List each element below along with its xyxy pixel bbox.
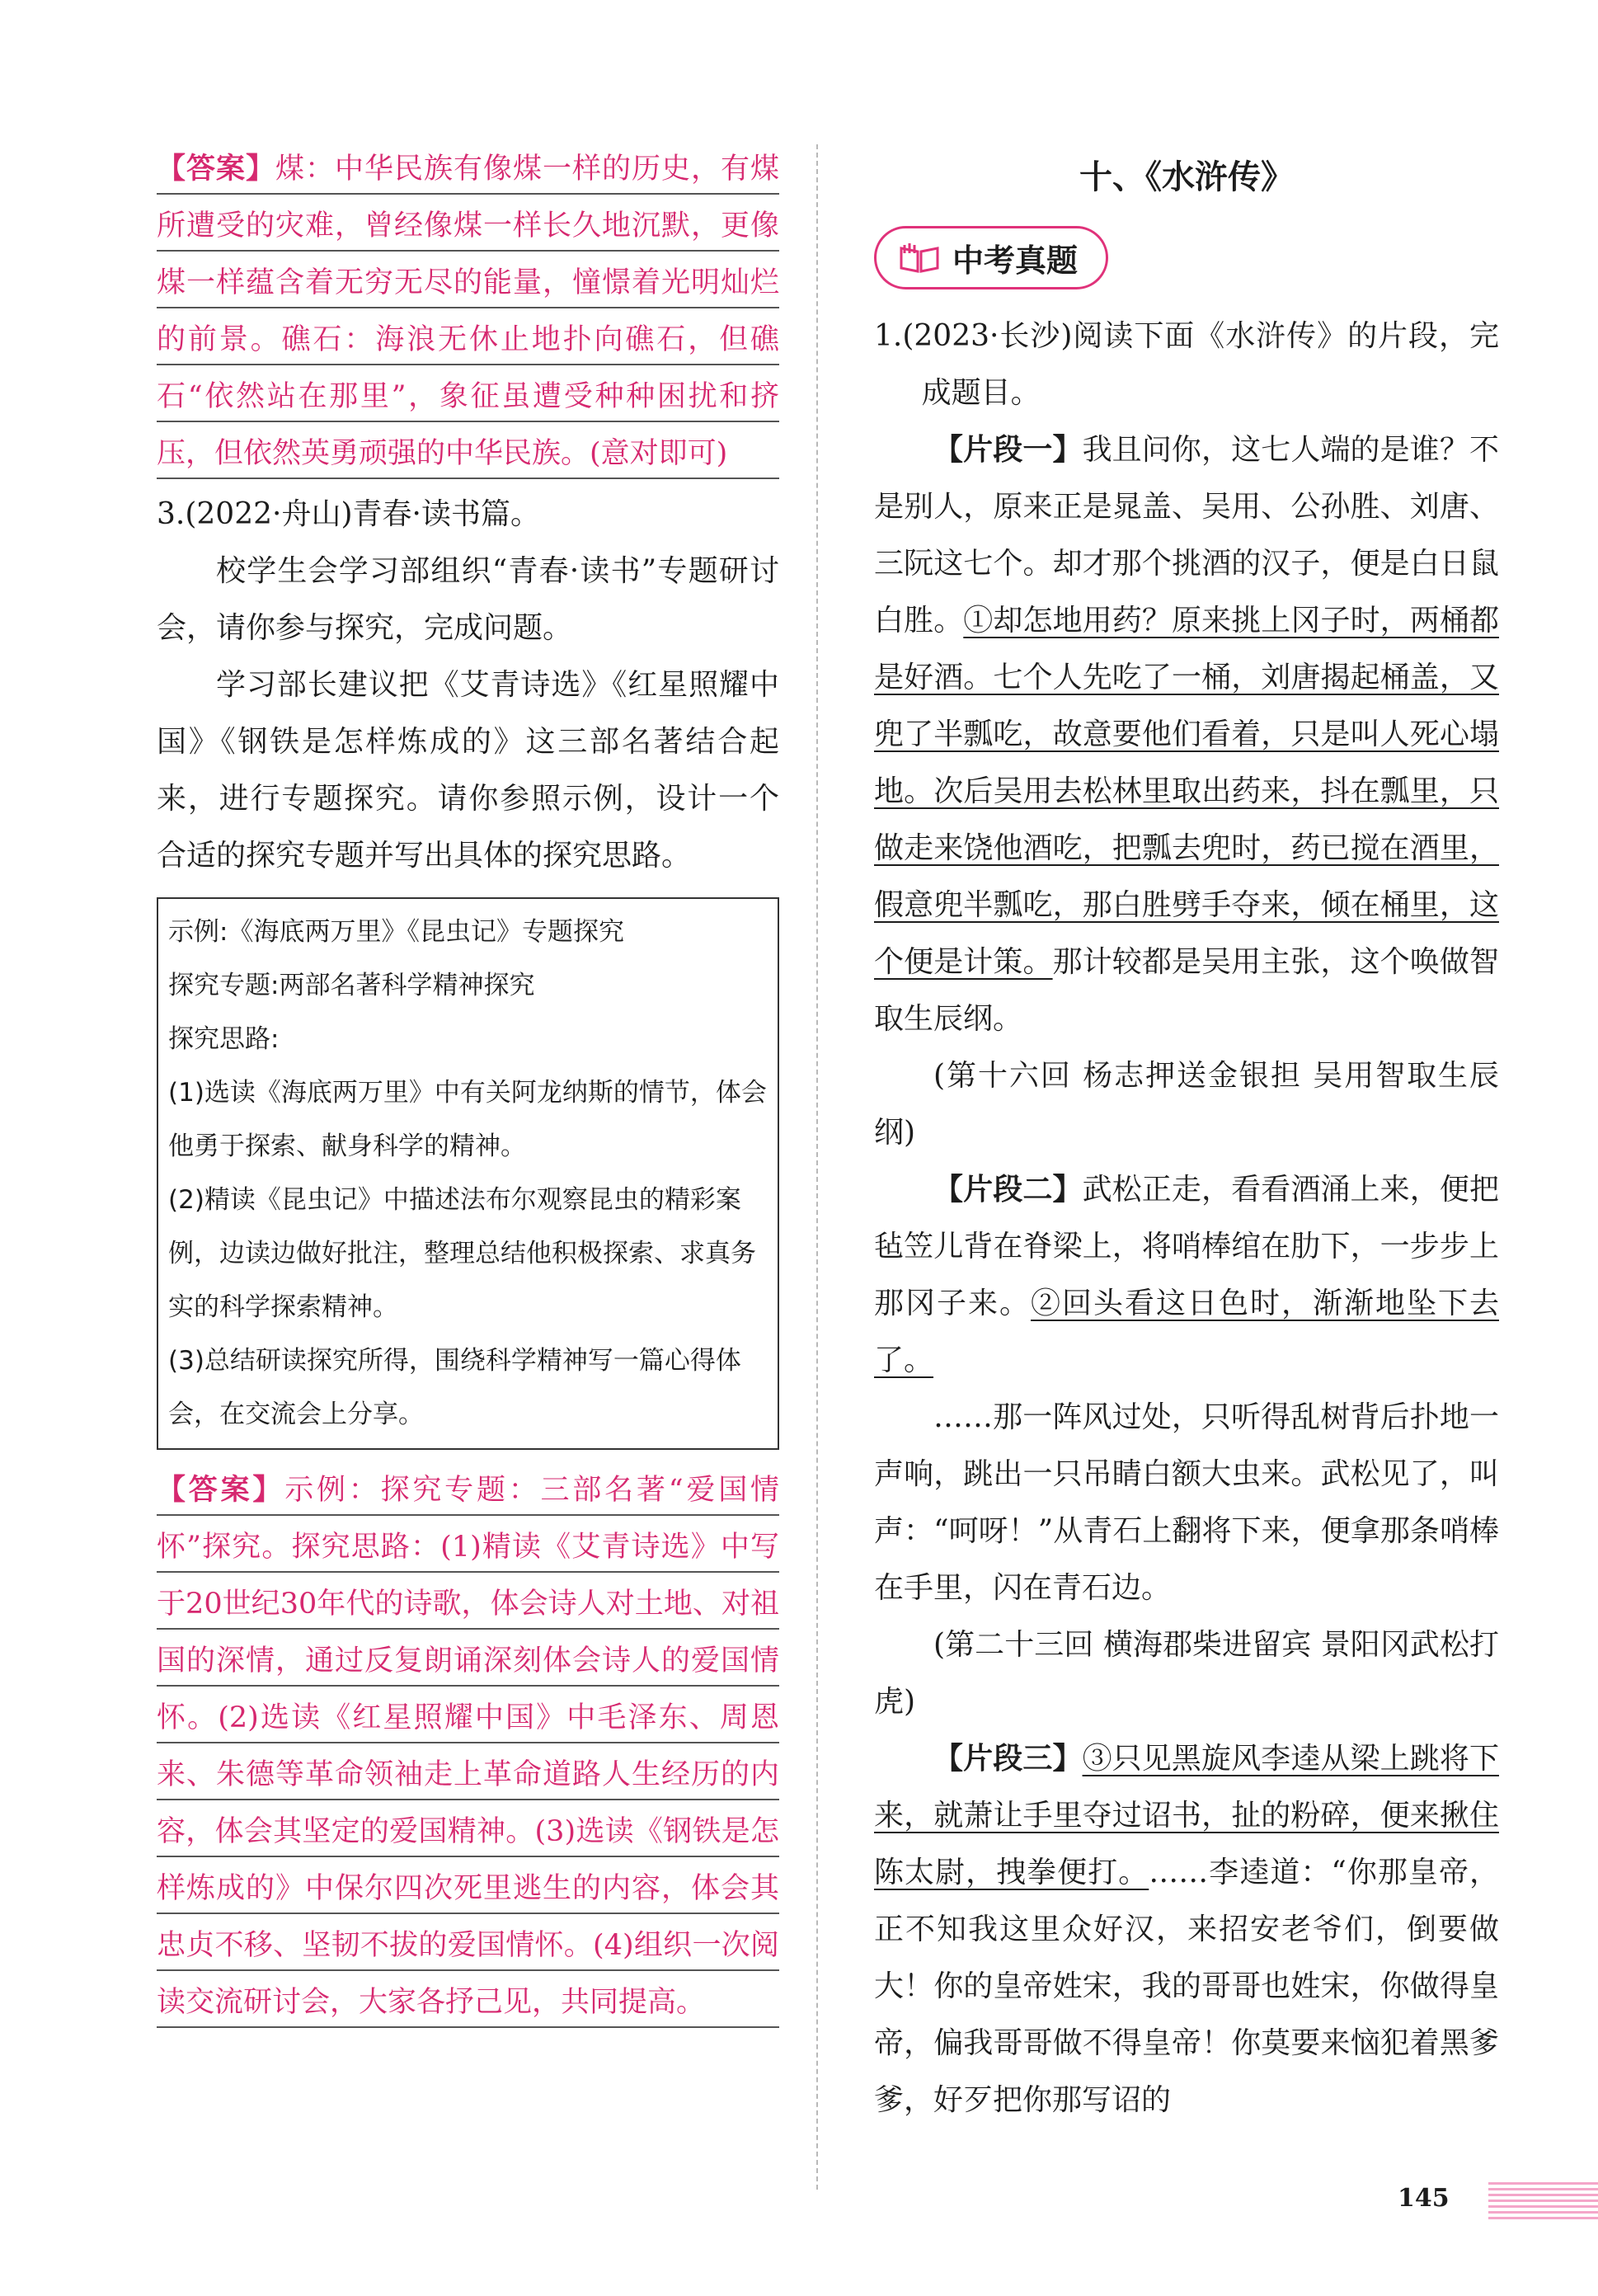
fragment-1-source: (第十六回 杨志押送金银担 吴用智取生辰纲) xyxy=(874,1059,1499,1150)
column-divider xyxy=(816,144,818,2190)
page-number: 145 xyxy=(1398,2184,1450,2213)
answer-text: 示例：探究专题：三部名著“爱国情怀”探究。探究思路：(1)精读《艾青诗选》中写于20世纪30年代的诗歌，体会诗人对土地、对祖国的深情，通过反复朗诵深刻体会诗人的爱国情怀。(2)选读《红星照耀中国》中毛泽东、周恩来、朱德等革命领袖走上革命道路人生经历的内容，体会其坚定的爱国精神。(3)选读《钢铁是怎样炼成的》中保尔四次死里逃生的内容，体会其忠贞不移、坚韧不拔的爱国情怀。(4)组织一次阅读交流研讨会，大家各抒己见，共同提高。 xyxy=(157,1474,779,2019)
fragment-text: 我且问你，这七人端的是谁？不是别人，原来正是晁盖、吴用、公孙胜、刘唐、三阮这七个。却才那个挑酒的汉子，便是白日鼠白胜。 xyxy=(874,433,1499,638)
section-title: 十、《水浒传》 xyxy=(1079,158,1294,196)
example-line: (3)总结研读探究所得，围绕科学精神写一篇心得体会，在交流会上分享。 xyxy=(168,1346,741,1429)
badge-label: 中考真题 xyxy=(952,242,1079,279)
decorative-stripe xyxy=(1488,2182,1598,2220)
fragment-1 xyxy=(874,421,1499,1047)
exam-badge xyxy=(874,226,1108,289)
underlined-sentence-2: ②回头看这日色时，渐渐地坠下去了。 xyxy=(874,1287,1499,1377)
question-3-paragraph-1: 校学生会学习部组织“青春·读书”专题研讨会，请你参与探究，完成问题。 xyxy=(157,554,779,645)
fragment-2-continued: ……那一阵风过处，只听得乱树背后扑地一声响，跳出一只吊睛白额大虫来。武松见了，叫声：“呵呀！”从青石上翻将下来，便拿那条哨棒在手里，闪在青石边。 xyxy=(874,1400,1499,1605)
example-line: 示例:《海底两万里》《昆虫记》专题探究 xyxy=(168,917,624,947)
fragment-tag: 【片段一】 xyxy=(933,432,1083,467)
fragment-text: ……李逵道：“你那皇帝，正不知我这里众好汉，来招安老爷们，倒要做大！你的皇帝姓宋，我的哥哥也姓宋，你做得皇帝，偏我哥哥做不得皇帝！你莫要来恼犯着黑爹爹，好歹把你那写诏的 xyxy=(874,1856,1499,2117)
fragment-tag: 【片段三】 xyxy=(933,1741,1083,1776)
fragment-3 xyxy=(874,1730,1499,2129)
example-line: 探究思路: xyxy=(168,1024,280,1054)
answer-tag: 【答案】 xyxy=(157,152,275,186)
answer-tag: 【答案】 xyxy=(157,1473,285,1507)
question-3-paragraph-2: 学习部长建议把《艾青诗选》《红星照耀中国》《钢铁是怎样炼成的》这三部名著结合起来，进行专题探究。请你参照示例，设计一个合适的探究专题并写出具体的探究思路。 xyxy=(157,668,779,873)
fragment-tag: 【片段二】 xyxy=(933,1172,1083,1207)
example-line: (1)选读《海底两万里》中有关阿龙纳斯的情节，体会他勇于探索、献身科学的精神。 xyxy=(168,1078,767,1161)
fragment-text: 武松正走，看看酒涌上来，便把毡笠儿背在脊梁上，将哨棒绾在肋下，一步步上那冈子来。 xyxy=(874,1173,1499,1320)
underlined-sentence-1: ①却怎地用药？原来挑上冈子时，两桶都是好酒。七个人先吃了一桶，刘唐揭起桶盖，又兜了半瓢吃，故意要他们看着，只是叫人死心塌地。次后吴用去松林里取出药来，抖在瓢里，只做走来饶他酒吃，把瓢去兜时，药已搅在酒里，假意兜半瓢吃，那白胜劈手夺来，倾在桶里，这个便是计策。 xyxy=(874,604,1499,979)
answer-block-1 xyxy=(157,140,779,482)
left-column xyxy=(157,140,779,2031)
question-1-heading: 1.(2023·长沙)阅读下面《水浒传》的片段，完成题目。 xyxy=(874,319,1499,410)
answer-text: 煤：中华民族有像煤一样的历史，有煤所遭受的灾难，曾经像煤一样长久地沉默，更像煤一样蕴含着无穷无尽的能量，憧憬着光明灿烂的前景。礁石：海浪无休止地扑向礁石，但礁石“依然站在那里”，象征虽遭受种种困扰和挤压，但依然英勇顽强的中华民族。(意对即可) xyxy=(157,153,779,470)
example-line: 探究专题:两部名著科学精神探究 xyxy=(168,971,535,1000)
fragment-2 xyxy=(874,1161,1499,1389)
example-line: (2)精读《昆虫记》中描述法布尔观察昆虫的精彩案例，边读边做好批注，整理总结他积极探索、求真务实的科学探索精神。 xyxy=(168,1185,756,1322)
underlined-sentence-3: ③只见黑旋风李逵从梁上跳将下来，就萧让手里夺过诏书，扯的粉碎，便来揪住陈太尉，拽拳便打。 xyxy=(874,1742,1499,1889)
example-box xyxy=(157,897,779,1450)
book-icon xyxy=(898,242,941,275)
question-3-heading: 3.(2022·舟山)青春·读书篇。 xyxy=(157,497,540,531)
answer-block-2 xyxy=(157,1461,779,2031)
fragment-text: 那计较都是吴用主张，这个唤做智取生辰纲。 xyxy=(874,945,1499,1036)
fragment-2-source: (第二十三回 横海郡柴进留宾 景阳冈武松打虎) xyxy=(874,1628,1499,1719)
right-column xyxy=(874,140,1499,2129)
